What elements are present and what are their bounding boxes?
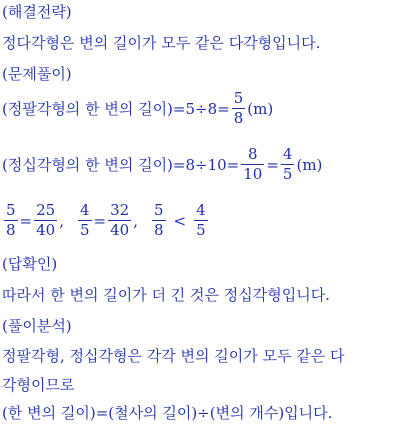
fraction-numerator: 4: [282, 145, 293, 163]
fraction-denominator: 5: [196, 221, 206, 239]
strategy-text: 정다각형은 변의 길이가 모두 같은 다각형입니다.: [2, 34, 321, 52]
fraction-five-eighths: [4, 202, 18, 239]
comma: ,: [59, 211, 64, 230]
fraction-denominator: 8: [233, 109, 244, 127]
fraction-denominator: 40: [110, 221, 130, 239]
fraction-denominator: 8: [6, 221, 16, 239]
fraction-eight-tenths: [241, 146, 264, 183]
equation-octagon: [2, 90, 273, 127]
fraction-denominator: 8: [154, 221, 164, 239]
comma: ,: [133, 211, 138, 230]
fraction-comparison: [2, 202, 210, 239]
analysis-text-line-2: 각형이므로: [2, 376, 75, 394]
solution-heading: (문제풀이): [2, 65, 72, 83]
fraction-five-eighths: [152, 202, 166, 239]
equals-sign: =: [266, 155, 279, 174]
equation-decagon: [2, 146, 322, 183]
fraction-four-fifths: [194, 202, 208, 239]
equals-sign: =: [93, 211, 107, 230]
fraction-numerator: 4: [80, 201, 90, 219]
fraction-twentyfive-fortieths: [34, 202, 57, 239]
analysis-text-line-1: 정팔각형, 정십각형은 각각 변의 길이가 모두 같은 다: [2, 347, 345, 365]
fraction-numerator: 5: [154, 201, 164, 219]
fraction-numerator: 8: [248, 145, 258, 163]
less-than-sign: <: [173, 211, 187, 230]
fraction-four-fifths: [78, 202, 92, 239]
analysis-heading: (풀이분석): [2, 317, 72, 335]
fraction-thirtytwo-fortieths: [108, 202, 131, 239]
equation-decagon-prefix: (정십각형의 한 변의 길이)=8÷10=: [2, 155, 240, 174]
fraction-five-eighths: [232, 90, 246, 127]
fraction-numerator: 32: [110, 201, 130, 219]
fraction-numerator: 4: [196, 201, 206, 219]
fraction-four-fifths: [281, 146, 295, 183]
fraction-denominator: 40: [36, 221, 56, 239]
answer-text: 따라서 한 변의 길이가 더 긴 것은 정십각형입니다.: [2, 286, 330, 304]
unit-label: (m): [247, 99, 274, 118]
equals-sign: =: [19, 211, 33, 230]
fraction-denominator: 5: [282, 165, 293, 183]
fraction-denominator: 5: [80, 221, 90, 239]
unit-label: (m): [296, 155, 323, 174]
answer-heading: (답확인): [2, 255, 58, 273]
fraction-numerator: 5: [6, 201, 16, 219]
fraction-denominator: 10: [243, 165, 263, 183]
strategy-heading: (해결전략): [2, 3, 72, 21]
fraction-numerator: 5: [233, 89, 244, 107]
equation-octagon-prefix: (정팔각형의 한 변의 길이)=5÷8=: [2, 99, 230, 118]
fraction-numerator: 25: [36, 201, 56, 219]
analysis-text-line-3: (한 변의 길이)=(철사의 길이)÷(변의 개수)입니다.: [2, 404, 333, 422]
